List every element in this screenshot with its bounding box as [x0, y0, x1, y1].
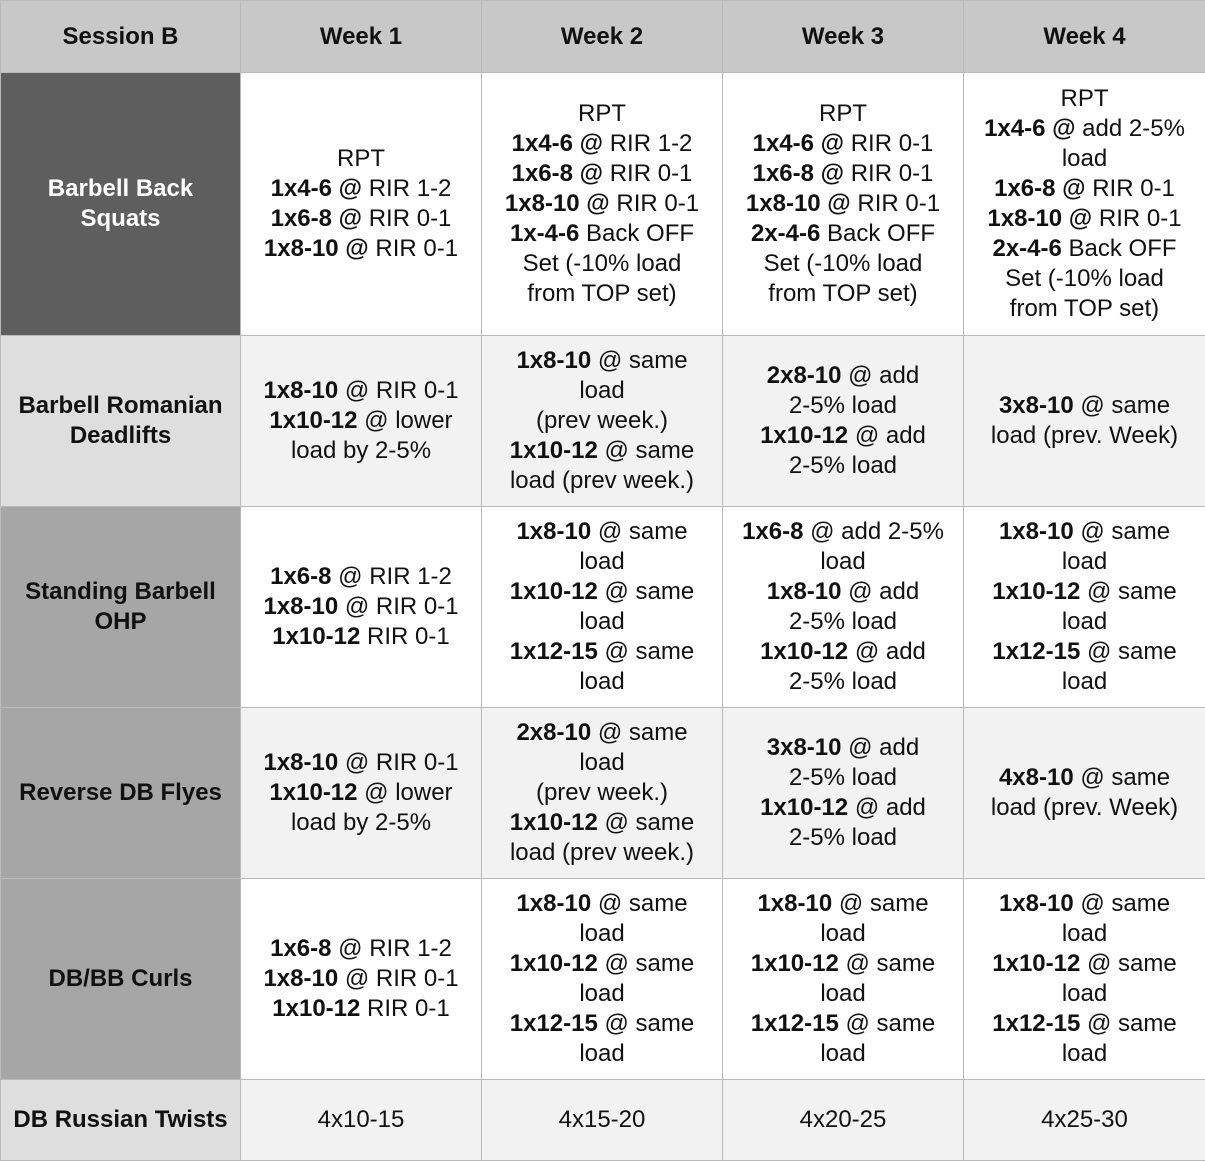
- week-1-prescription: [241, 708, 482, 879]
- week-3-prescription: [723, 708, 964, 879]
- prescription-line: 1x6-8 @ RIR 1-2: [249, 562, 473, 592]
- table-row: [1, 1080, 1205, 1161]
- prescription-line: 1x10-12 @ same: [490, 436, 714, 466]
- exercise-name: DB/BB Curls: [1, 879, 241, 1080]
- prescription-line: 2x8-10 @ same: [490, 718, 714, 748]
- prescription-line: 1x12-15 @ same: [972, 1009, 1197, 1039]
- prescription-line: 1x10-12 @ same: [490, 808, 714, 838]
- table-row: [1, 336, 1205, 507]
- prescription-line: load: [731, 1039, 955, 1069]
- week-3-prescription: [723, 73, 964, 336]
- prescription-line: 1x6-8 @ RIR 0-1: [490, 159, 714, 189]
- week-3-prescription: [723, 1080, 964, 1161]
- prescription-line: (prev week.): [490, 778, 714, 808]
- week-1-prescription: [241, 73, 482, 336]
- prescription-line: 1x6-8 @ RIR 1-2: [249, 934, 473, 964]
- prescription-line: 4x10-15: [249, 1105, 473, 1135]
- prescription-line: load: [490, 607, 714, 637]
- prescription-line: 2x8-10 @ add: [731, 361, 955, 391]
- header-week-2: Week 2: [482, 1, 723, 73]
- week-1-prescription: [241, 336, 482, 507]
- week-4-prescription: [964, 1080, 1205, 1161]
- prescription-line: 1x10-12 @ lower: [249, 778, 473, 808]
- prescription-line: load (prev. Week): [972, 421, 1197, 451]
- prescription-line: 1x10-12 @ same: [731, 949, 955, 979]
- prescription-line: 1x4-6 @ RIR 0-1: [731, 129, 955, 159]
- prescription-line: load (prev week.): [490, 838, 714, 868]
- prescription-line: 4x20-25: [731, 1105, 955, 1135]
- prescription-line: load: [490, 547, 714, 577]
- week-1-prescription: [241, 879, 482, 1080]
- prescription-line: load (prev. Week): [972, 793, 1197, 823]
- header-session: Session B: [1, 1, 241, 73]
- prescription-line: load: [972, 144, 1197, 174]
- prescription-line: 1x6-8 @ RIR 0-1: [972, 174, 1197, 204]
- prescription-line: 1x10-12 @ add: [731, 421, 955, 451]
- header-week-4: Week 4: [964, 1, 1205, 73]
- prescription-line: 1x10-12 @ add: [731, 793, 955, 823]
- week-2-prescription: [482, 336, 723, 507]
- header-week-1: Week 1: [241, 1, 482, 73]
- week-2-prescription: [482, 1080, 723, 1161]
- exercise-name: Barbell Romanian Deadlifts: [1, 336, 241, 507]
- exercise-name: Barbell Back Squats: [1, 73, 241, 336]
- prescription-line: 1x12-15 @ same: [972, 637, 1197, 667]
- prescription-line: 4x25-30: [972, 1105, 1197, 1135]
- prescription-line: load: [731, 919, 955, 949]
- prescription-line: 1x8-10 @ RIR 0-1: [249, 964, 473, 994]
- prescription-line: 1x10-12 @ lower: [249, 406, 473, 436]
- prescription-line: 1x8-10 @ RIR 0-1: [249, 592, 473, 622]
- prescription-line: 2-5% load: [731, 763, 955, 793]
- prescription-line: Set (-10% load: [972, 264, 1197, 294]
- week-4-prescription: [964, 73, 1205, 336]
- week-2-prescription: [482, 708, 723, 879]
- prescription-line: 1x8-10 @ RIR 0-1: [249, 376, 473, 406]
- prescription-line: 1x4-6 @ RIR 1-2: [249, 174, 473, 204]
- prescription-line: load: [490, 376, 714, 406]
- prescription-line: RPT: [731, 99, 955, 129]
- prescription-line: from TOP set): [731, 279, 955, 309]
- prescription-line: 2-5% load: [731, 823, 955, 853]
- prescription-line: load: [490, 1039, 714, 1069]
- prescription-line: 1x8-10 @ same: [972, 889, 1197, 919]
- prescription-line: RPT: [249, 144, 473, 174]
- table-row: [1, 879, 1205, 1080]
- prescription-line: 1x10-12 @ same: [490, 949, 714, 979]
- prescription-line: 1x8-10 @ RIR 0-1: [972, 204, 1197, 234]
- prescription-line: 1x10-12 RIR 0-1: [249, 622, 473, 652]
- week-4-prescription: [964, 336, 1205, 507]
- prescription-line: 1x6-8 @ RIR 0-1: [249, 204, 473, 234]
- exercise-name: DB Russian Twists: [1, 1080, 241, 1161]
- prescription-line: 4x8-10 @ same: [972, 763, 1197, 793]
- prescription-line: 1x10-12 RIR 0-1: [249, 994, 473, 1024]
- prescription-line: 2-5% load: [731, 607, 955, 637]
- header-week-3: Week 3: [723, 1, 964, 73]
- prescription-line: 1x8-10 @ RIR 0-1: [249, 748, 473, 778]
- prescription-line: 1x-4-6 Back OFF: [490, 219, 714, 249]
- prescription-line: Set (-10% load: [731, 249, 955, 279]
- prescription-line: load: [490, 979, 714, 1009]
- prescription-line: load by 2-5%: [249, 436, 473, 466]
- prescription-line: 1x8-10 @ RIR 0-1: [731, 189, 955, 219]
- prescription-line: load: [731, 547, 955, 577]
- exercise-name: Standing Barbell OHP: [1, 507, 241, 708]
- prescription-line: load: [972, 607, 1197, 637]
- prescription-line: load: [972, 547, 1197, 577]
- prescription-line: 1x12-15 @ same: [490, 637, 714, 667]
- prescription-line: 1x4-6 @ RIR 1-2: [490, 129, 714, 159]
- week-4-prescription: [964, 708, 1205, 879]
- week-3-prescription: [723, 336, 964, 507]
- week-1-prescription: [241, 507, 482, 708]
- prescription-line: 3x8-10 @ same: [972, 391, 1197, 421]
- prescription-line: 1x10-12 @ same: [490, 577, 714, 607]
- prescription-line: load: [490, 748, 714, 778]
- week-2-prescription: [482, 73, 723, 336]
- week-1-prescription: [241, 1080, 482, 1161]
- table-body: [1, 73, 1205, 1161]
- prescription-line: 1x8-10 @ add: [731, 577, 955, 607]
- prescription-line: load: [972, 667, 1197, 697]
- prescription-line: 1x8-10 @ same: [490, 889, 714, 919]
- prescription-line: 1x8-10 @ same: [972, 517, 1197, 547]
- prescription-line: RPT: [490, 99, 714, 129]
- prescription-line: 1x8-10 @ RIR 0-1: [249, 234, 473, 264]
- prescription-line: 1x10-12 @ same: [972, 577, 1197, 607]
- prescription-line: RPT: [972, 84, 1197, 114]
- table-row: [1, 708, 1205, 879]
- prescription-line: load: [490, 667, 714, 697]
- prescription-line: 2-5% load: [731, 391, 955, 421]
- prescription-line: 4x15-20: [490, 1105, 714, 1135]
- prescription-line: (prev week.): [490, 406, 714, 436]
- prescription-line: 1x8-10 @ RIR 0-1: [490, 189, 714, 219]
- table-row: [1, 507, 1205, 708]
- week-2-prescription: [482, 879, 723, 1080]
- prescription-line: 1x4-6 @ add 2-5%: [972, 114, 1197, 144]
- prescription-line: load: [972, 979, 1197, 1009]
- prescription-line: load: [972, 919, 1197, 949]
- week-3-prescription: [723, 507, 964, 708]
- prescription-line: load by 2-5%: [249, 808, 473, 838]
- prescription-line: 1x8-10 @ same: [731, 889, 955, 919]
- prescription-line: 1x8-10 @ same: [490, 346, 714, 376]
- week-3-prescription: [723, 879, 964, 1080]
- prescription-line: 1x10-12 @ same: [972, 949, 1197, 979]
- exercise-name: Reverse DB Flyes: [1, 708, 241, 879]
- prescription-line: load: [731, 979, 955, 1009]
- prescription-line: 2x-4-6 Back OFF: [731, 219, 955, 249]
- prescription-line: 3x8-10 @ add: [731, 733, 955, 763]
- prescription-line: 1x10-12 @ add: [731, 637, 955, 667]
- prescription-line: load: [490, 919, 714, 949]
- prescription-line: Set (-10% load: [490, 249, 714, 279]
- week-2-prescription: [482, 507, 723, 708]
- prescription-line: from TOP set): [490, 279, 714, 309]
- table-row: [1, 73, 1205, 336]
- prescription-line: 1x8-10 @ same: [490, 517, 714, 547]
- prescription-line: load (prev week.): [490, 466, 714, 496]
- prescription-line: 1x12-15 @ same: [490, 1009, 714, 1039]
- prescription-line: 2-5% load: [731, 667, 955, 697]
- prescription-line: 2-5% load: [731, 451, 955, 481]
- prescription-line: from TOP set): [972, 294, 1197, 324]
- prescription-line: load: [972, 1039, 1197, 1069]
- week-4-prescription: [964, 879, 1205, 1080]
- prescription-line: 2x-4-6 Back OFF: [972, 234, 1197, 264]
- prescription-line: 1x6-8 @ RIR 0-1: [731, 159, 955, 189]
- prescription-line: 1x6-8 @ add 2-5%: [731, 517, 955, 547]
- prescription-line: 1x12-15 @ same: [731, 1009, 955, 1039]
- header-row: [1, 1, 1205, 73]
- week-4-prescription: [964, 507, 1205, 708]
